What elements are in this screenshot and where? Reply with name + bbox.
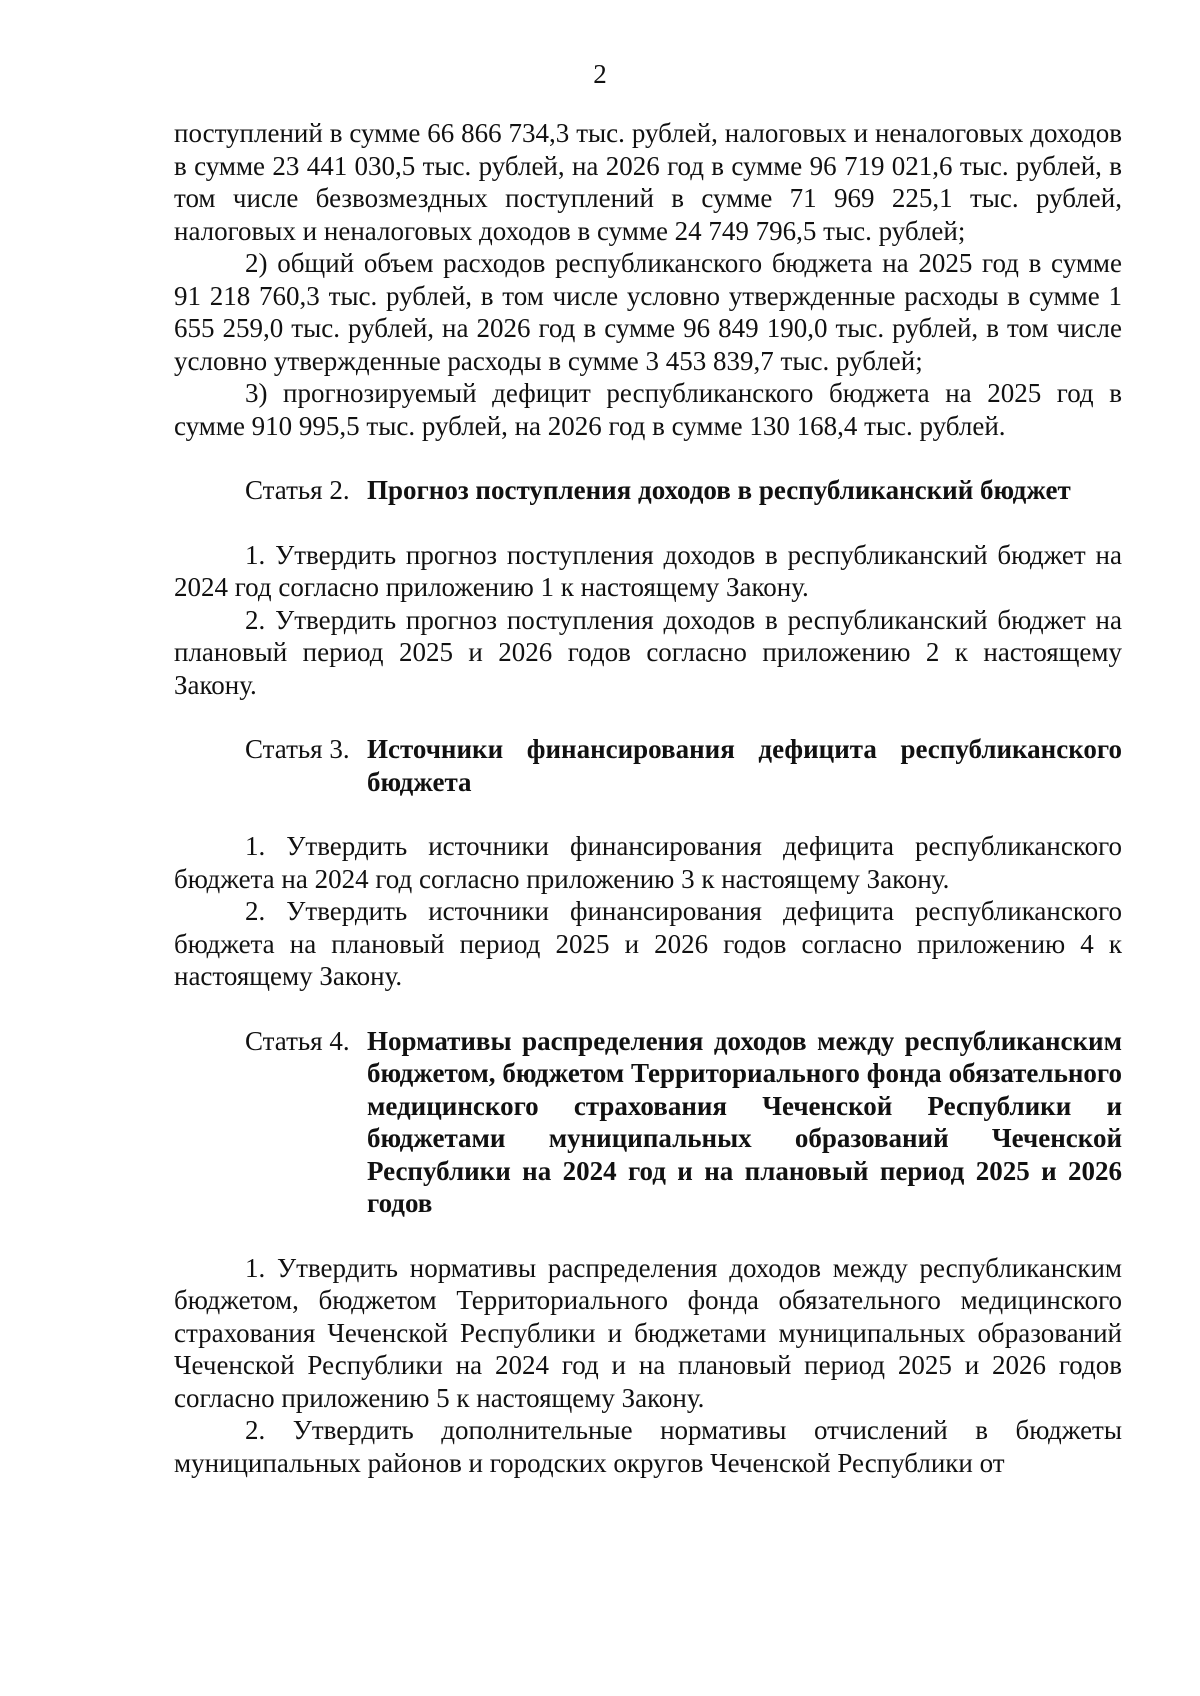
article-title: Нормативы распределения доходов между республиканским бюджетом, бюджетом Территориального фонда обязательного медицинского страхования Чеченской Республики и бюджетами муниципальных образований Чеченской Республики на 2024 год и на плановый период 2025 и 2026 годов <box>367 1025 1122 1218</box>
paragraph-continuation: поступлений в сумме 66 866 734,3 тыс. рублей, налоговых и неналоговых доходов в сумме 23 441 030,5 тыс. рублей, на 2026 год в сумме 96 719 021,6 тыс. рублей, в том числе безвозмездных поступлений в сумме 71 969 225,1 тыс. рублей, налоговых и неналоговых доходов в сумме 24 749 796,5 тыс. рублей; <box>174 118 1122 246</box>
article-2-paragraph-2: 2. Утвердить прогноз поступления доходов в республиканский бюджет на плановый период 2025 и 2026 годов согласно приложению 2 к настоящему Закону. <box>174 604 1122 700</box>
article-3-paragraph-1: 1. Утвердить источники финансирования дефицита республиканского бюджета на 2024 год согласно приложению 3 к настоящему Закону. <box>174 831 1122 894</box>
article-2-paragraph-1: 1. Утвердить прогноз поступления доходов в республиканский бюджет на 2024 год согласно приложению 1 к настоящему Закону. <box>174 539 1122 602</box>
article-number: Статья 2. <box>245 475 350 505</box>
spacer <box>174 442 1122 474</box>
article-number: Статья 3. <box>245 734 350 764</box>
spacer <box>174 993 1122 1025</box>
article-number: Статья 4. <box>245 1025 350 1056</box>
spacer <box>174 798 1122 830</box>
article-title: Прогноз поступления доходов в республиканский бюджет <box>367 475 1071 505</box>
spacer <box>174 507 1122 539</box>
article-2-heading <box>174 474 1122 507</box>
article-4-heading <box>174 1025 1122 1220</box>
document-body <box>174 117 1122 1479</box>
spacer <box>174 1220 1122 1252</box>
list-item-3: 3) прогнозируемый дефицит республиканского бюджета на 2025 год в сумме 910 995,5 тыс. рублей, на 2026 год в сумме 130 168,4 тыс. рублей. <box>174 378 1122 441</box>
article-title: Источники финансирования дефицита республиканского бюджета <box>367 734 1122 797</box>
article-4-paragraph-1: 1. Утвердить нормативы распределения доходов между республиканским бюджетом, бюджетом Территориального фонда обязательного медицинского страхования Чеченской Республики и бюджетами муниципальных образований Чеченской Республики на 2024 год и на плановый период 2025 и 2026 годов согласно приложению 5 к настоящему Закону. <box>174 1252 1122 1413</box>
list-item-2: 2) общий объем расходов республиканского бюджета на 2025 год в сумме 91 218 760,3 тыс. рублей, в том числе условно утвержденные расходы в сумме 1 655 259,0 тыс. рублей, на 2026 год в сумме 96 849 190,0 тыс. рублей, в том числе условно утвержденные расходы в сумме 3 453 839,7 тыс. рублей; <box>174 248 1122 376</box>
article-3-heading <box>174 733 1122 798</box>
article-4-paragraph-2: 2. Утвердить дополнительные нормативы отчислений в бюджеты муниципальных районов и городских округов Чеченской Республики от <box>174 1415 1122 1478</box>
page-number: 2 <box>593 59 607 89</box>
spacer <box>174 701 1122 733</box>
article-3-paragraph-2: 2. Утвердить источники финансирования дефицита республиканского бюджета на плановый период 2025 и 2026 годов согласно приложению 4 к настоящему Закону. <box>174 896 1122 991</box>
